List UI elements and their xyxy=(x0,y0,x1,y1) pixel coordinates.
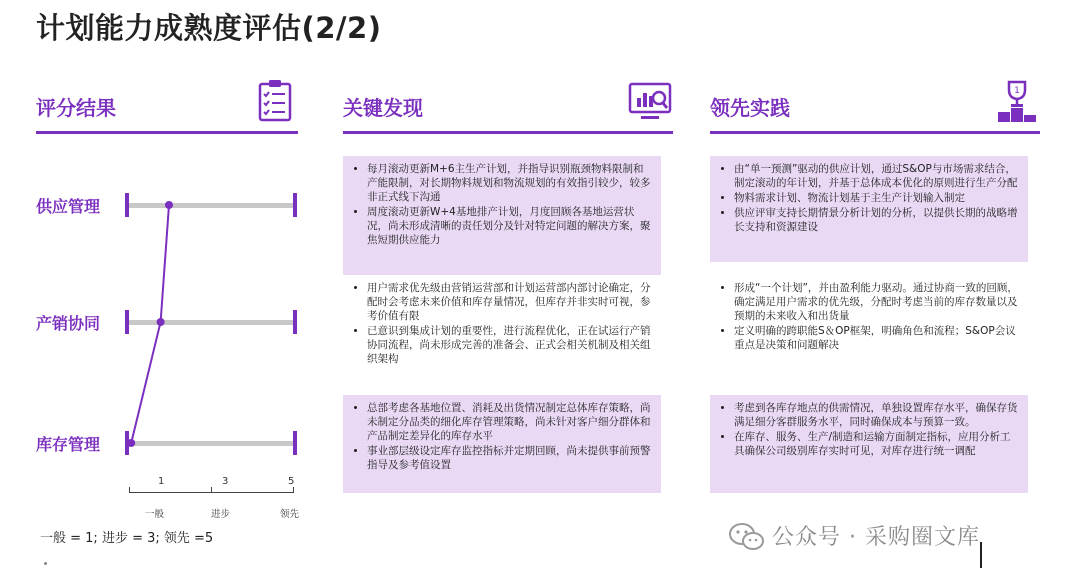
stray-dot xyxy=(44,562,47,565)
finding-item: • 用户需求优先级由营销运营部和计划运营部内部讨论确定，分配时会考虑未来价值和库存量情况，但库存并非实时可视，参考价值有限 xyxy=(367,281,651,323)
score-legend: 一般 = 1; 进步 = 3; 领先 =5 xyxy=(40,531,214,546)
score-dot-3 xyxy=(127,439,135,447)
tick-label-leading: 领先 xyxy=(280,509,300,520)
finding-item: • 总部考虑各基地位置、消耗及出货情况制定总体库存策略，尚未制定分品类的细化库存管理策略，尚未针对客户细分群体和产品制定差异化的库存水平 xyxy=(367,401,651,443)
score-dot-1 xyxy=(165,201,173,209)
tick-number-1: 1 xyxy=(158,476,165,487)
x-axis-tick xyxy=(211,487,212,492)
finding-item: • 事业部层级设定库存监控指标并定期回顾，尚未提供事前预警指导及参考值设置 xyxy=(367,444,651,472)
section-rule-findings xyxy=(343,131,673,134)
row-label-sop: 产销协同 xyxy=(36,314,101,333)
practice-item: • 形成“一个计划”，并由盈利能力驱动。通过协商一致的回顾，确定满足用户需求的优先级，分配时考虑当前的库存数量以及预期的未来收入和出货量 xyxy=(734,281,1018,323)
tick-label-basic: 一般 xyxy=(145,509,165,520)
findings-box-sop xyxy=(343,275,661,381)
practice-box-inventory xyxy=(710,395,1028,493)
score-profile-line xyxy=(0,0,320,500)
practice-item: • 由“单一预测”驱动的供应计划，通过S&OP与市场需求结合，制定滚动的年计划，并基于总体成本优化的原则进行生产分配 xyxy=(734,162,1018,190)
practice-item: • 在库存、服务、生产/制造和运输方面制定指标，应用分析工具确保公司级别库存实时可见，对库存进行统一调配 xyxy=(734,430,1018,458)
finding-item: • 周度滚动更新W+4基地排产计划，月度回顾各基地运营状况，尚未形成清晰的责任划分及针对特定问题的解决方案，聚焦短期供应能力 xyxy=(367,205,651,247)
x-axis-line xyxy=(129,492,294,493)
practice-item: • 物料需求计划、物流计划基于主生产计划输入制定 xyxy=(734,191,1018,205)
wechat-logo-icon xyxy=(728,522,766,552)
section-rule-practice xyxy=(710,131,1040,134)
tick-label-progress: 进步 xyxy=(211,509,231,520)
finding-item: • 已意识到集成计划的重要性，进行流程优化，正在试运行产销协同流程，尚未形成完善的准备会、正式会相关机制及相关组织架构 xyxy=(367,324,651,366)
tick-number-3: 3 xyxy=(222,476,229,487)
score-dot-2 xyxy=(157,318,165,326)
monitor-magnifier-icon xyxy=(627,78,673,124)
row-label-inventory: 库存管理 xyxy=(36,435,101,454)
watermark-text: 公众号 · 采购圈文库 xyxy=(772,525,980,550)
row-label-supply: 供应管理 xyxy=(36,197,101,216)
x-axis-tick xyxy=(129,487,130,492)
x-axis-tick xyxy=(293,487,294,492)
practice-item: • 供应评审支持长期情景分析计划的分析，以提供长期的战略增长支持和资源建设 xyxy=(734,206,1018,234)
practice-box-sop xyxy=(710,275,1028,361)
section-title-findings: 关键发现 xyxy=(343,96,423,120)
practice-item: • 定义明确的跨职能S＆OP框架，明确角色和流程；S&OP会议重点是决策和问题解决 xyxy=(734,324,1018,352)
trophy-podium-icon xyxy=(994,78,1040,124)
section-header-findings xyxy=(343,84,673,134)
practice-item: • 考虑到各库存地点的供需情况，单独设置库存水平，确保存货满足细分客群服务水平，同时确保成本与预算一致。 xyxy=(734,401,1018,429)
svg-text:1: 1 xyxy=(1014,86,1020,96)
findings-box-inventory xyxy=(343,395,661,493)
finding-item: • 每月滚动更新M+6主生产计划，并指导识别瓶颈物料限制和产能限制，对长期物料规划和物流规划的有效指引较少，较多非正式线下沟通 xyxy=(367,162,651,204)
section-title-practice: 领先实践 xyxy=(710,96,790,120)
text-cursor xyxy=(980,542,982,568)
page-title: 计划能力成熟度评估(2/2) xyxy=(36,11,382,45)
findings-box-supply xyxy=(343,156,661,278)
tick-number-5: 5 xyxy=(288,476,295,487)
section-title-score: 评分结果 xyxy=(36,96,116,120)
section-header-practice xyxy=(710,84,1040,134)
practice-box-supply xyxy=(710,156,1028,262)
